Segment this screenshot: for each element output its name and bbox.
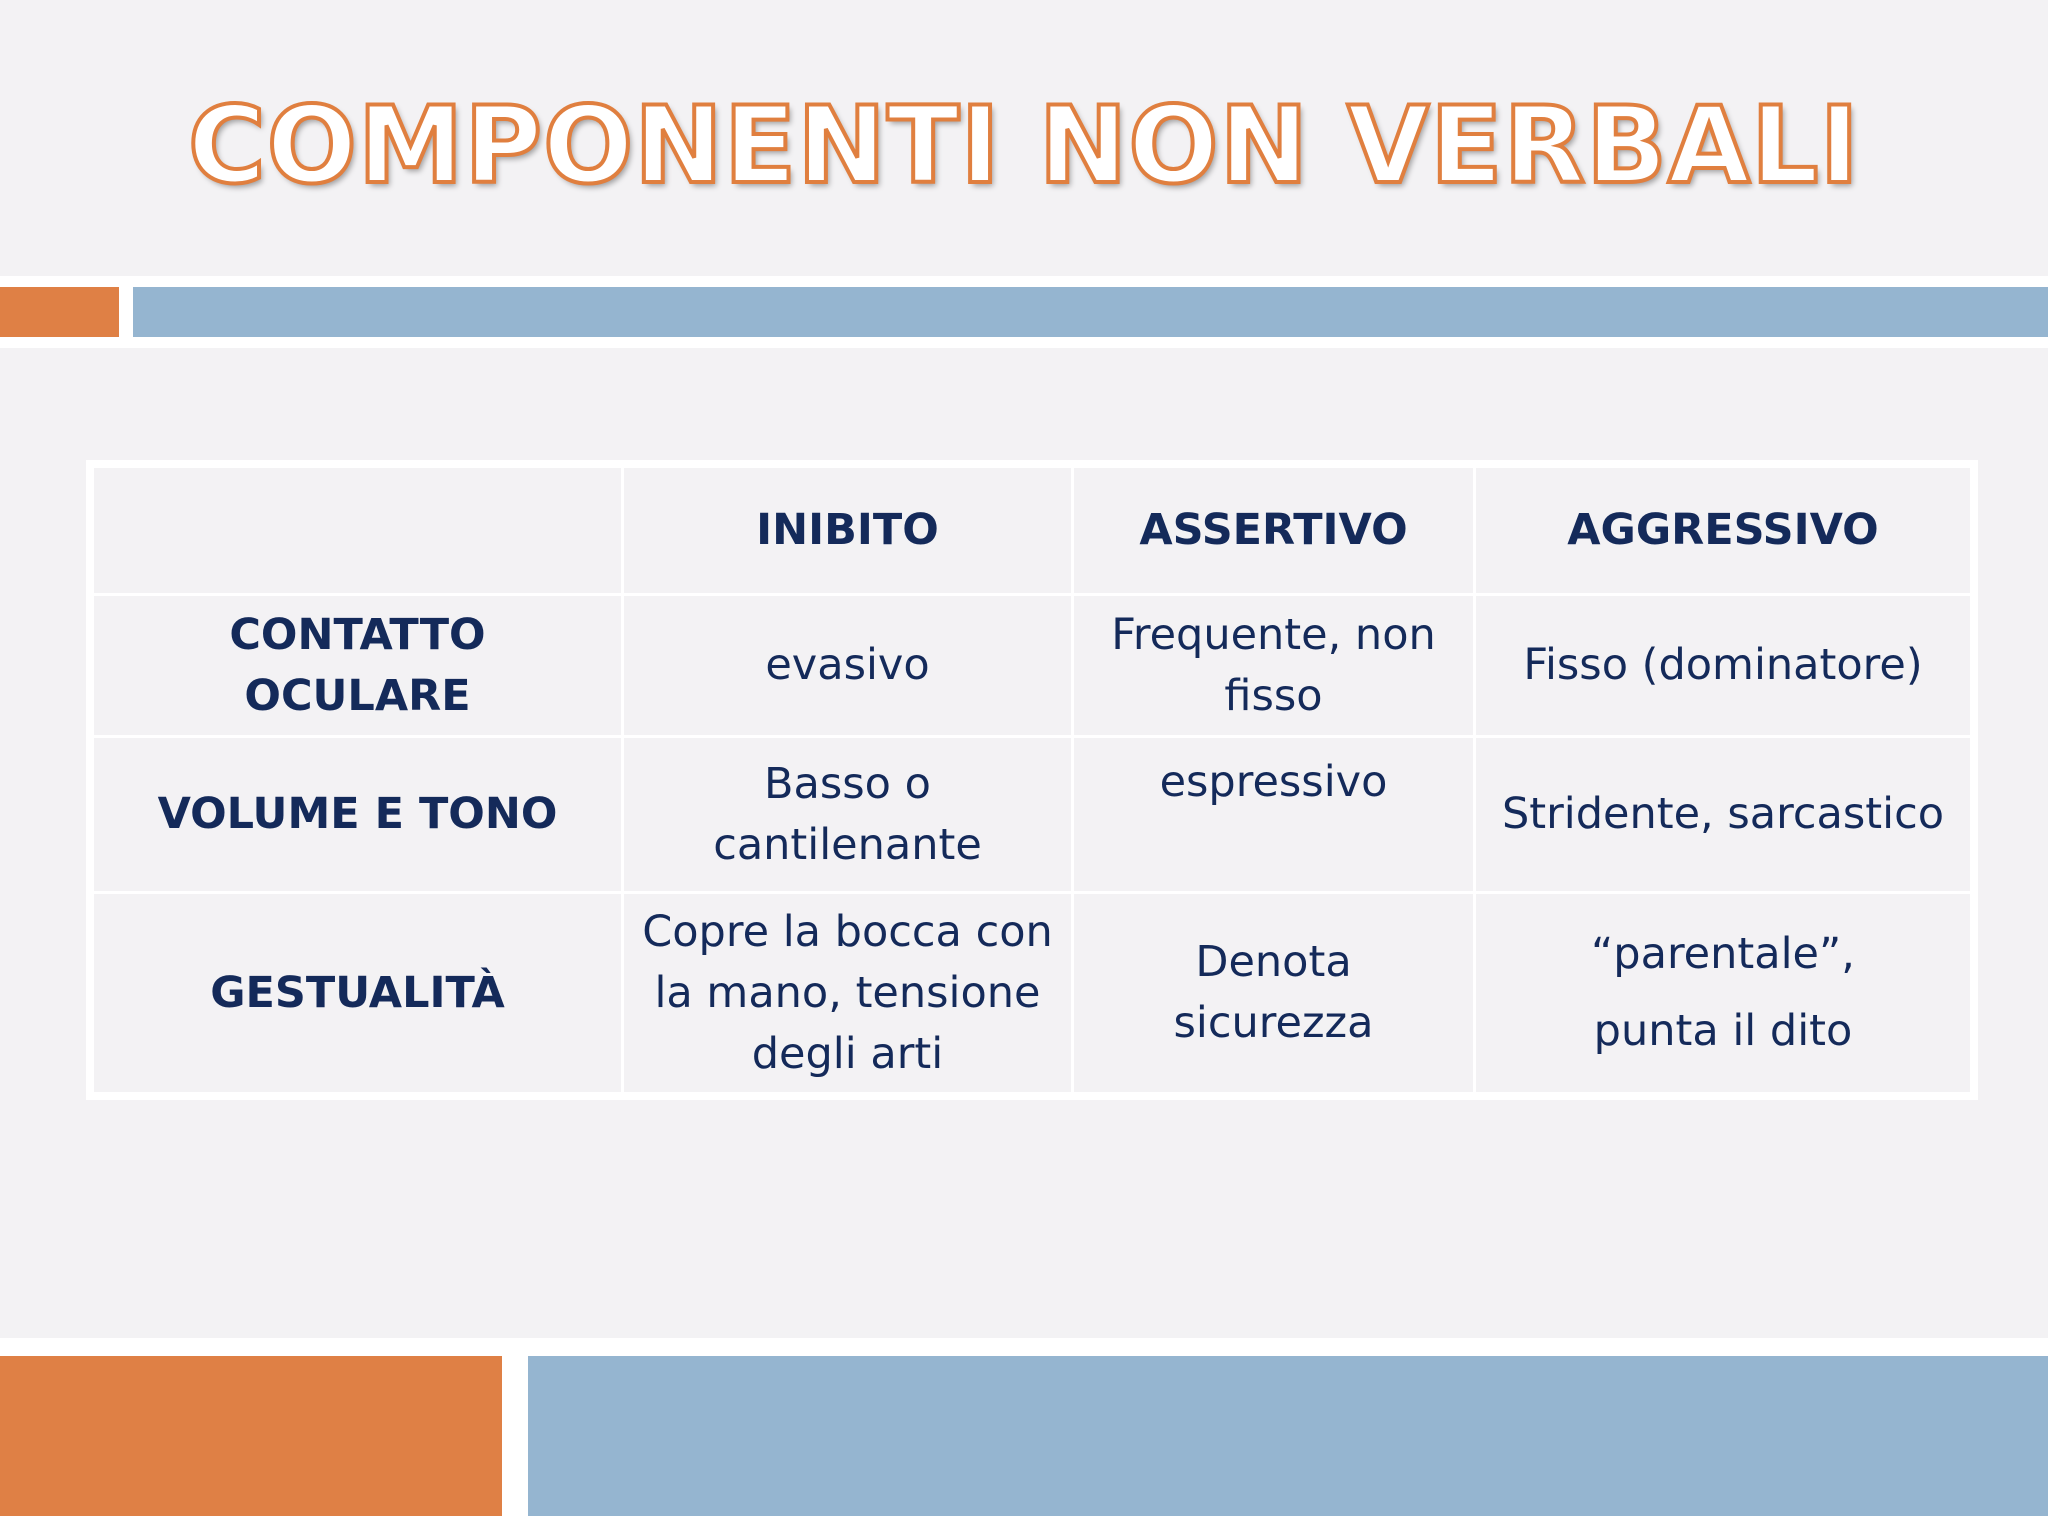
cell-contatto-inibito: evasivo <box>623 595 1073 737</box>
bottom-blue-accent-block <box>528 1356 2048 1516</box>
row-label-gestualita: GESTUALITÀ <box>93 893 623 1094</box>
cell-contatto-assertivo: Frequente, non fisso <box>1073 595 1475 737</box>
table-row <box>93 737 1972 893</box>
comparison-table <box>91 465 1973 1095</box>
cell-volume-aggressivo: Stridente, sarcastico <box>1475 737 1972 893</box>
slide-title: COMPONENTI NON VERBALI <box>188 84 1860 207</box>
cell-gestualita-assertivo: Denota sicurezza <box>1073 893 1475 1094</box>
table-header-row <box>93 467 1972 595</box>
row-label-volume-e-tono: VOLUME E TONO <box>93 737 623 893</box>
cell-volume-assertivo: espressivo <box>1073 737 1475 893</box>
row-label-contatto-oculare: CONTATTO OCULARE <box>93 595 623 737</box>
top-blue-accent-bar <box>133 287 2048 337</box>
bottom-orange-accent-block <box>0 1356 502 1516</box>
header-assertivo: ASSERTIVO <box>1073 467 1475 595</box>
cell-volume-inibito: Basso o cantilenante <box>623 737 1073 893</box>
header-inibito: INIBITO <box>623 467 1073 595</box>
aggressivo-gesture-line-2: punta il dito <box>1593 1006 1853 1056</box>
cell-gestualita-inibito: Copre la bocca con la mano, tensione degli arti <box>623 893 1073 1094</box>
header-aggressivo: AGGRESSIVO <box>1475 467 1972 595</box>
table-row <box>93 893 1972 1094</box>
top-orange-accent-bar <box>0 287 119 337</box>
header-corner-cell <box>93 467 623 595</box>
table-row <box>93 595 1972 737</box>
behavior-comparison-table <box>86 460 1978 1100</box>
cell-gestualita-aggressivo <box>1475 893 1972 1094</box>
aggressivo-gesture-line-1: “parentale”, <box>1591 929 1855 979</box>
cell-contatto-aggressivo: Fisso (dominatore) <box>1475 595 1972 737</box>
